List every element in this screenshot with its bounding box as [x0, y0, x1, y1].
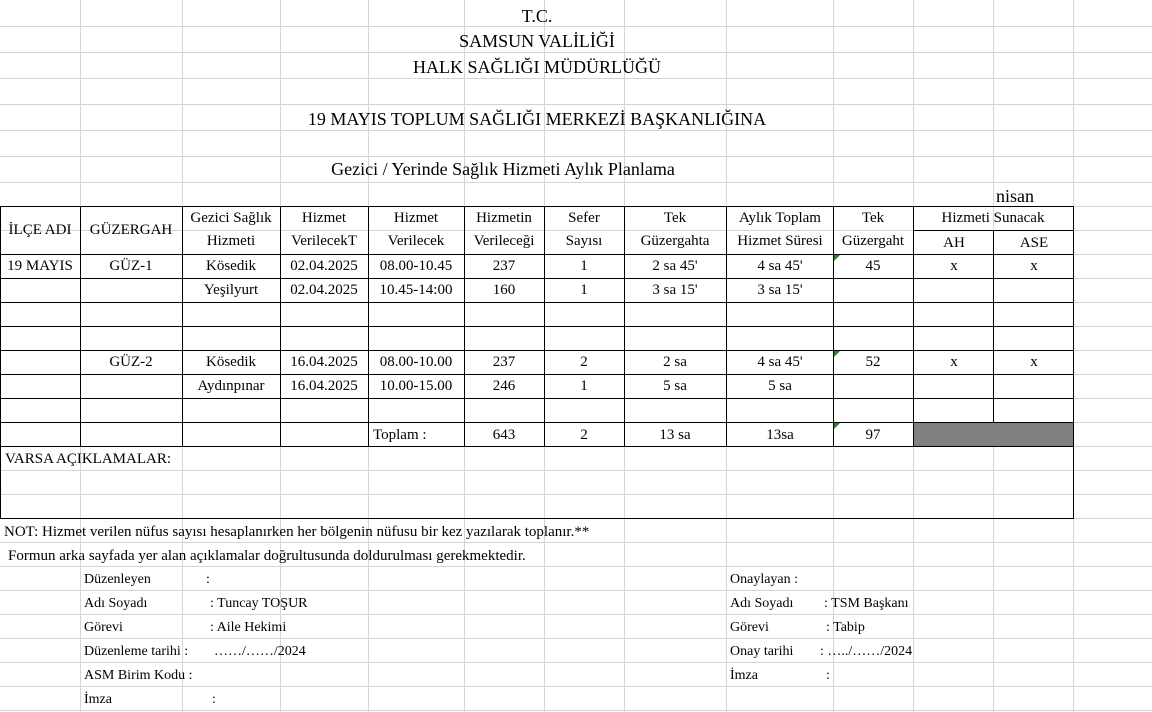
prepared-title: Düzenleyen	[84, 572, 151, 587]
total-tek: 13 sa	[659, 427, 691, 443]
approved-title: Onaylayan :	[730, 572, 799, 587]
approved-date-label: Onay tarihi	[730, 644, 794, 659]
cell-ah: x	[950, 258, 958, 274]
col-header-gezici-2: Hizmeti	[206, 233, 256, 249]
approved-role-value: : Tabip	[826, 620, 865, 635]
cell-ah: x	[950, 354, 958, 370]
cell-hizmet: Yeşilyurt	[203, 282, 259, 298]
col-header-sefer-2: Sayısı	[565, 233, 603, 249]
cell-aylik: 4 sa 45'	[757, 354, 803, 370]
col-header-ase: ASE	[1019, 235, 1049, 251]
border-vertical	[1073, 446, 1074, 518]
total-label: Toplam :	[373, 427, 427, 443]
gridline-horizontal	[0, 26, 1152, 27]
gridline-horizontal	[0, 494, 1152, 495]
border-vertical	[80, 206, 81, 446]
cell-aylik: 3 sa 15'	[757, 282, 803, 298]
cell-guzergah: GÜZ-1	[109, 258, 153, 274]
cell-tarih: 16.04.2025	[290, 354, 358, 370]
cell-nufus: 246	[492, 378, 516, 394]
approved-name-value: : TSM Başkanı	[824, 596, 909, 611]
cell-ilce: 19 MAYIS	[7, 258, 73, 274]
cell-hizmet: Kösedik	[206, 258, 256, 274]
cell-tarih: 02.04.2025	[290, 282, 358, 298]
border-vertical	[993, 230, 994, 422]
total-nufus: 643	[492, 427, 516, 443]
border-vertical	[464, 206, 465, 446]
gridline-horizontal	[0, 686, 1152, 687]
col-header-tek-2: Güzergahta	[640, 233, 710, 249]
col-header-tek-1: Tek	[663, 210, 687, 226]
cell-ase: x	[1030, 258, 1038, 274]
cell-aylik: 4 sa 45'	[757, 258, 803, 274]
gridline-horizontal	[0, 590, 1152, 591]
col-header-ilce: İLÇE ADI	[8, 222, 72, 238]
prepared-date-label: Düzenleme tarihi :	[84, 644, 189, 659]
prepared-title-sep: :	[206, 572, 210, 587]
note-back-page: Formun arka sayfada yer alan açıklamalar doğrultusunda doldurulması gerekmektedir.	[8, 548, 526, 564]
col-header-sunacak: Hizmeti Sunacak	[941, 210, 1045, 226]
addressee-title: 19 MAYIS TOPLUM SAĞLIĞI MERKEZİ BAŞKANLIĞINA	[307, 109, 767, 129]
border-vertical	[1073, 206, 1074, 446]
col-header-nufus-2: Verileceği	[473, 233, 535, 249]
border-vertical	[0, 446, 1, 518]
cell-hizmet: Kösedik	[206, 354, 256, 370]
remarks-label: VARSA AÇIKLAMALAR:	[5, 451, 172, 467]
form-title: Gezici / Yerinde Sağlık Hizmeti Aylık Planlama	[331, 159, 675, 179]
cell-nufus: 237	[492, 258, 516, 274]
border-vertical	[833, 206, 834, 446]
gridline-horizontal	[0, 566, 1152, 567]
col-header-nufus-1: Hizmetin	[476, 210, 532, 226]
cell-hizmet: Aydınpınar	[197, 378, 265, 394]
comment-marker-icon[interactable]	[834, 423, 840, 429]
note-population: NOT: Hizmet verilen nüfus sayısı hesaplanırken her bölgenin nüfusu bir kez yazılarak toplanır.**	[4, 524, 590, 540]
asm-code-label: ASM Birim Kodu :	[84, 668, 193, 683]
gridline-horizontal	[0, 710, 1152, 711]
approved-role-label: Görevi	[730, 620, 769, 635]
approved-sign-label: İmza	[730, 668, 758, 683]
total-sefer: 2	[580, 427, 588, 443]
cell-saat: 10.45-14:00	[379, 282, 453, 298]
col-header-sefer-1: Sefer	[568, 210, 600, 226]
comment-marker-icon[interactable]	[834, 351, 840, 357]
cell-km: 52	[865, 354, 881, 370]
border-vertical	[280, 206, 281, 446]
col-header-km-1: Tek	[861, 210, 885, 226]
cell-sefer: 1	[580, 378, 588, 394]
gridline-horizontal	[0, 104, 1152, 105]
header-line-tc: T.C.	[521, 6, 553, 26]
approved-date-value: : …../……/2024	[820, 644, 913, 659]
cell-sefer: 1	[580, 258, 588, 274]
col-header-aylik-1: Aylık Toplam	[739, 210, 821, 226]
cell-tarih: 02.04.2025	[290, 258, 358, 274]
cell-saat: 08.00-10.00	[379, 354, 453, 370]
prepared-sign-sep: :	[212, 692, 216, 707]
cell-tarih: 16.04.2025	[290, 378, 358, 394]
border-vertical	[726, 206, 727, 446]
border-vertical	[913, 206, 914, 446]
border-horizontal	[0, 518, 1074, 519]
border-vertical	[368, 206, 369, 446]
prepared-role-label: Görevi	[84, 620, 123, 635]
gridline-horizontal	[0, 470, 1152, 471]
col-header-saat-2: Verilecek	[387, 233, 445, 249]
gridline-horizontal	[0, 662, 1152, 663]
border-horizontal	[0, 446, 1074, 447]
col-header-tarih-1: Hizmet	[301, 210, 347, 226]
cell-tek: 2 sa 45'	[652, 258, 698, 274]
col-header-gezici-1: Gezici Sağlık	[190, 210, 272, 226]
col-header-guzergah: GÜZERGAH	[89, 222, 173, 238]
month-label: nisan	[996, 186, 1034, 206]
gridline-horizontal	[0, 182, 1152, 183]
col-header-km-2: Güzergaht	[841, 233, 905, 249]
border-vertical	[0, 206, 1, 446]
border-vertical	[544, 206, 545, 446]
gridline-horizontal	[0, 78, 1152, 79]
prepared-role-value: : Aile Hekimi	[210, 620, 287, 635]
gridline-horizontal	[0, 638, 1152, 639]
prepared-name-value: : Tuncay TOŞUR	[210, 596, 308, 611]
col-header-tarih-2: VerilecekT	[291, 233, 357, 249]
cell-tek: 5 sa	[663, 378, 687, 394]
cell-nufus: 160	[492, 282, 516, 298]
cell-guzergah: GÜZ-2	[109, 354, 153, 370]
gridline-horizontal	[0, 542, 1152, 543]
cell-tek: 2 sa	[663, 354, 687, 370]
gridline-horizontal	[0, 614, 1152, 615]
cell-saat: 08.00-10.45	[379, 258, 453, 274]
total-aylik: 13sa	[766, 427, 794, 443]
prepared-name-label: Adı Soyadı	[84, 596, 148, 611]
header-line-directorate: HALK SAĞLIĞI MÜDÜRLÜĞÜ	[413, 57, 661, 77]
approved-sign-sep: :	[826, 668, 830, 683]
col-header-aylik-2: Hizmet Süresi	[737, 233, 823, 249]
cell-sefer: 1	[580, 282, 588, 298]
approved-name-label: Adı Soyadı	[730, 596, 794, 611]
cell-aylik: 5 sa	[768, 378, 792, 394]
col-header-saat-1: Hizmet	[393, 210, 439, 226]
comment-marker-icon[interactable]	[834, 255, 840, 261]
header-line-governorship: SAMSUN VALİLİĞİ	[459, 31, 615, 51]
col-header-ah: AH	[943, 235, 965, 251]
border-vertical	[624, 206, 625, 446]
cell-tek: 3 sa 15'	[652, 282, 698, 298]
gridline-horizontal	[0, 52, 1152, 53]
gridline-horizontal	[0, 156, 1152, 157]
prepared-sign-label: İmza	[84, 692, 112, 707]
cell-nufus: 237	[492, 354, 516, 370]
cell-saat: 10.00-15.00	[379, 378, 453, 394]
cell-ase: x	[1030, 354, 1038, 370]
border-vertical	[182, 206, 183, 446]
grey-filled-cell	[914, 423, 1073, 446]
gridline-horizontal	[0, 130, 1152, 131]
prepared-date-value: ……/……/2024	[214, 644, 306, 659]
cell-km: 45	[865, 258, 881, 274]
total-km: 97	[865, 427, 881, 443]
cell-sefer: 2	[580, 354, 588, 370]
